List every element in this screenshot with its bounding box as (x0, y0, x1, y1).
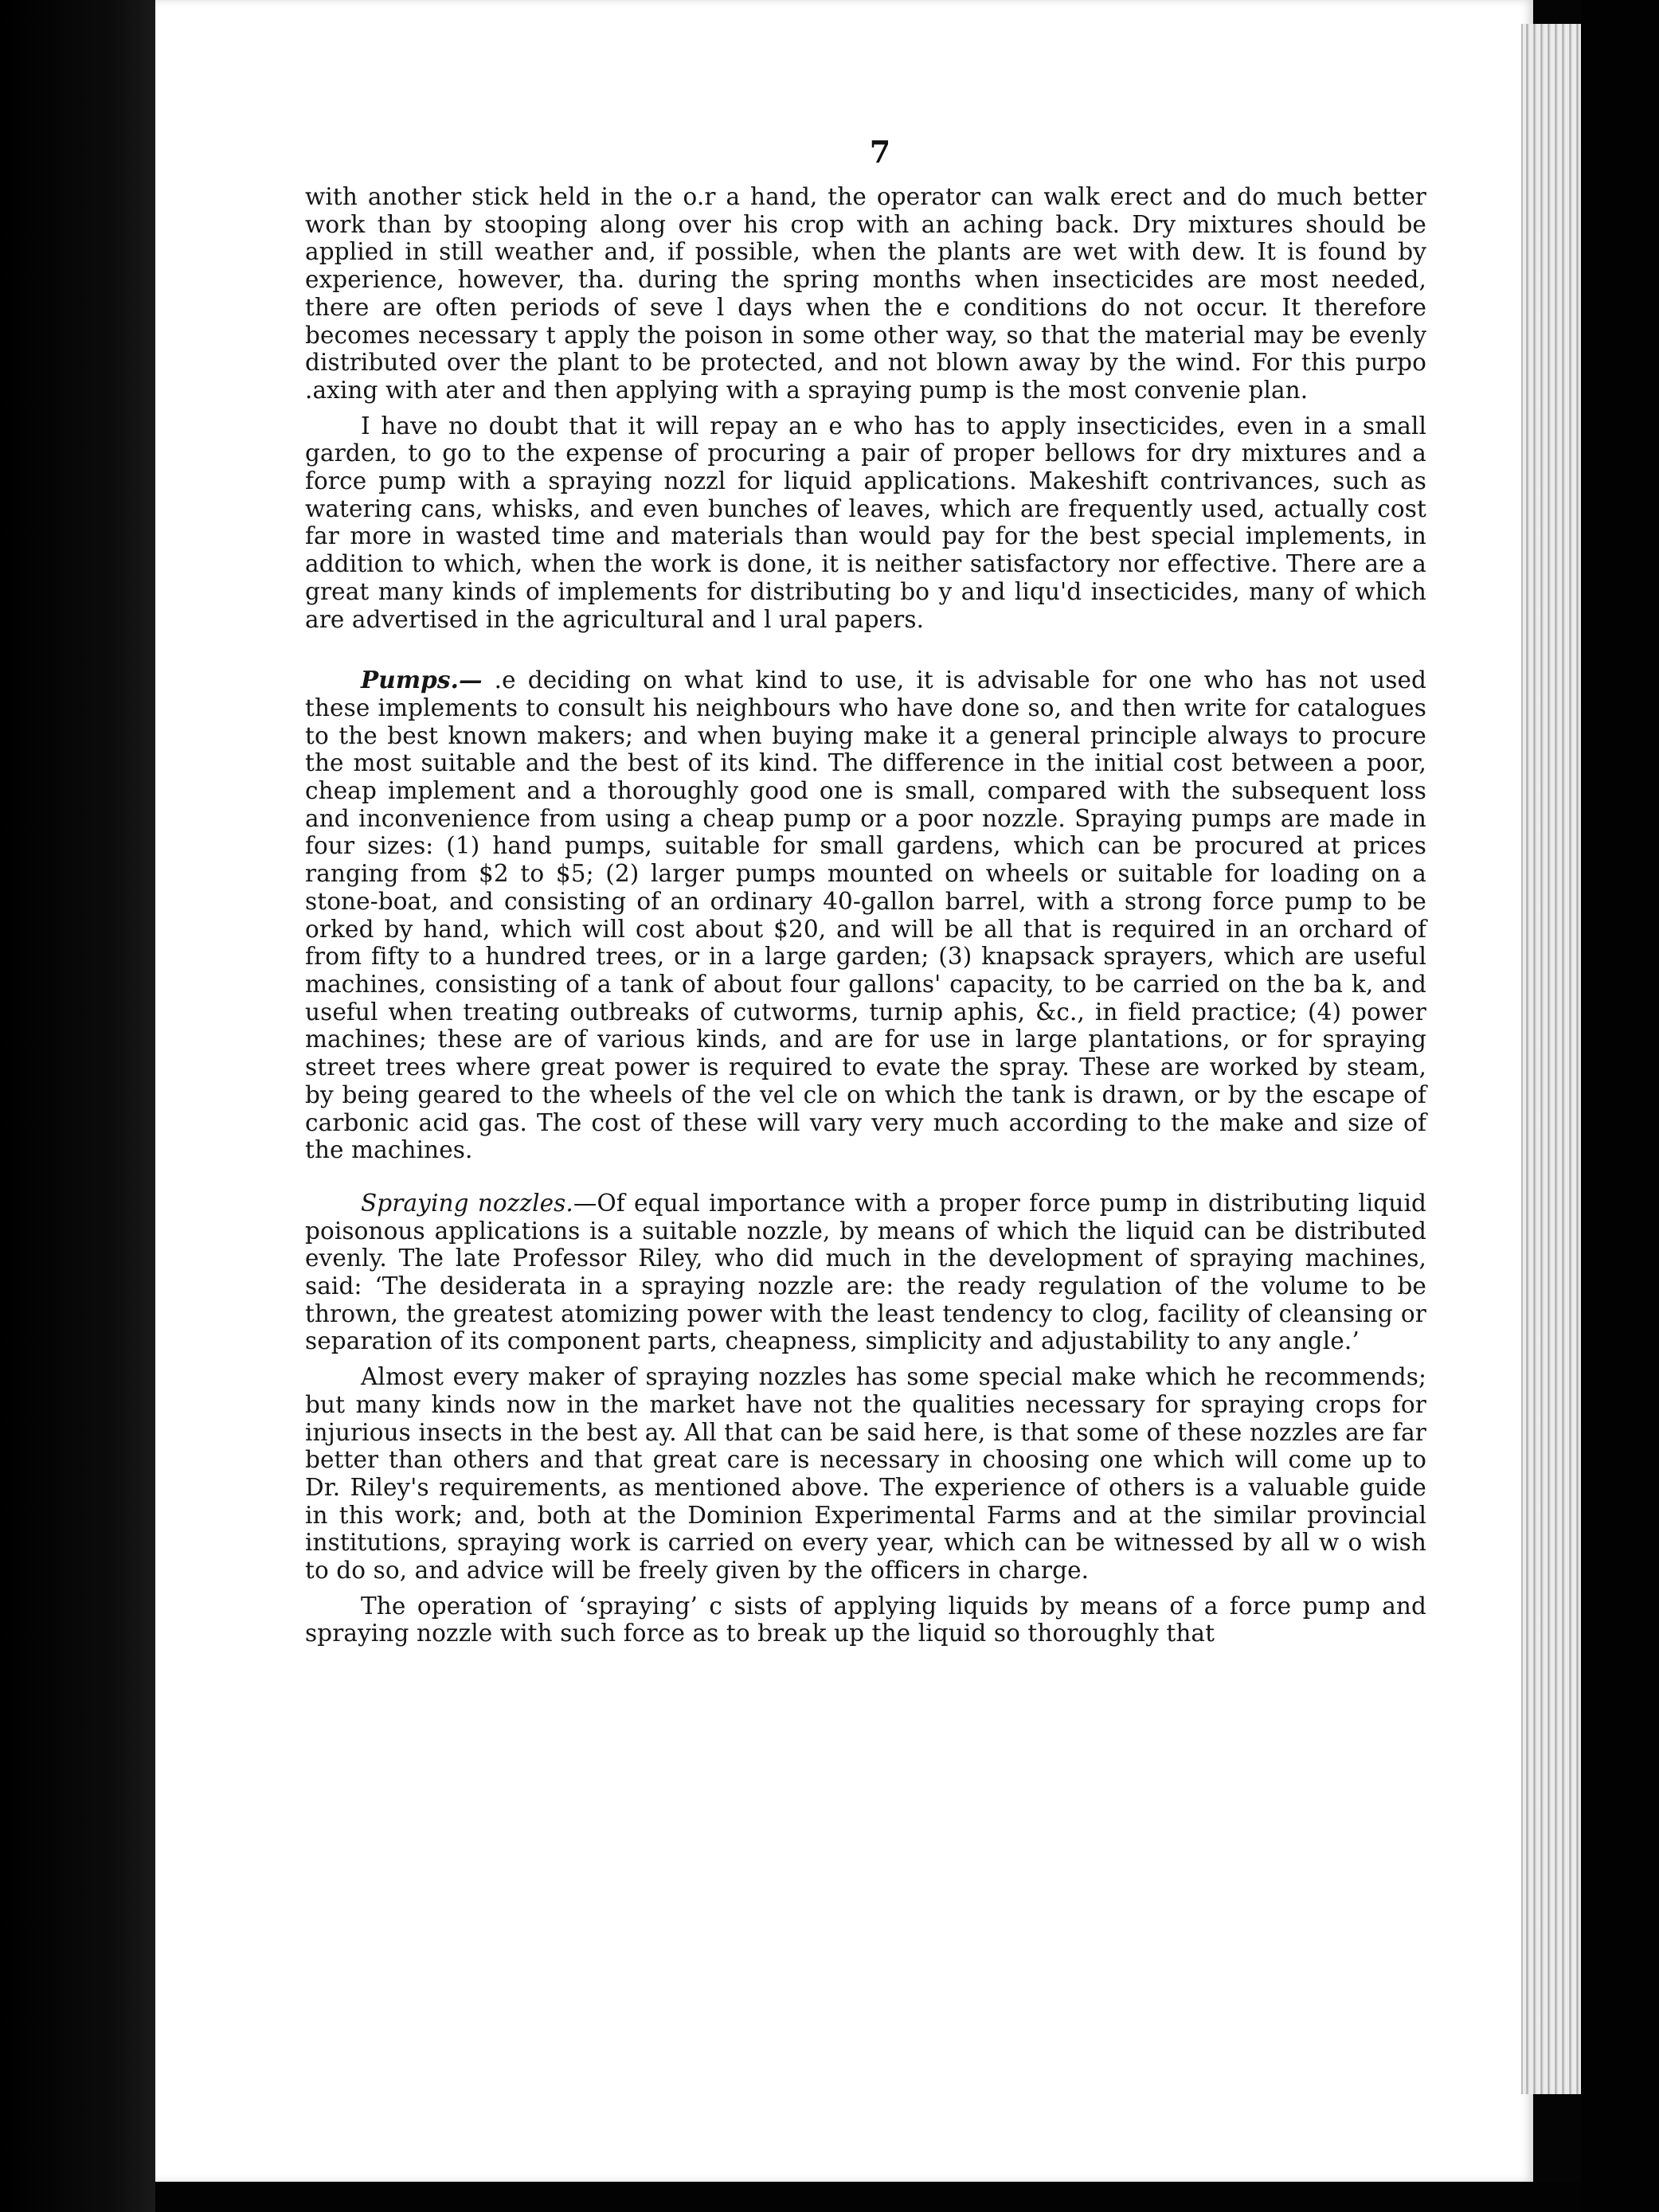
scan-artifact (765, 2159, 771, 2166)
paragraph: Almost every maker of spraying nozzles has some special make which he recommends; but many kinds now in the market have not the qualities necessary for spraying crops for injurious insects in the best ay. All that can be said here, is that some of these nozzles are far better than others and that great care is necessary in choosing one which will come up to Dr. Riley's requirements, as mentioned above. The experience of others is a valuable guide in this work; and, both at the Dominion Experimental Farms and at the similar provincial institutions, spraying work is carried on every year, which can be witnessed by all w o wish to do so, and advice will be freely given by the officers in charge. (305, 1363, 1426, 1585)
section-heading-spraying-nozzles: Spraying nozzles.— (361, 1189, 597, 1217)
paragraph-text: .e deciding on what kind to use, it is advisable for one who has not used these implements to consult his neighbours who have done so, and then write for catalogues to the best known makers; and when buying make it a general principle always to procure the most suitable and the best of its kind. The difference in the initial cost between a poor, cheap implement and a thoroughly good one is small, compared with the subsequent loss and inconvenience from using a cheap pump or a poor nozzle. Spraying pumps are made in four sizes: (1) hand pumps, suitable for small gardens, which can be procured at prices ranging from $2 to $5; (2) larger pumps mounted on wheels or suitable for loading on a stone-boat, and consisting of an ordinary 40-gallon barrel, with a strong force pump to be orked by hand, which will cost about $20, and will be all that is required in an orchard of from fifty to a hundred trees, or in a large garden; (3) knapsack sprayers, which are useful machines, consisting of a tank of about four gallons' capacity, to be carried on the ba k, and useful when treating outbreaks of cutworms, turnip aphis, &c., in field practice; (4) power machines; these are of various kinds, and are for use in large plantations, or for spraying street trees where great power is required to evate the spray. These are worked by steam, by being geared to the wheels of the vel cle on which the tank is drawn, or by the escape of carbonic acid gas. The cost of these will vary very much according to the make and size of the machines. (305, 666, 1426, 1164)
paragraph: with another stick held in the o.r a hand, the operator can walk erect and do much better work than by stooping along over his crop with an aching back. Dry mixtures should be applied in still weather and, if possible, when the plants are wet with dew. It is found by experience, however, tha. during the spring months when insecticides are most needed, there are often periods of seve l days when the e conditions do not occur. It therefore becomes necessary t apply the poison in some other way, so that the material may be evenly distributed over the plant to be protected, and not blown away by the wind. For this purpo .axing with ater and then applying with a spraying pump is the most convenie plan. (305, 183, 1426, 404)
page-number: 7 (869, 134, 891, 170)
body-text (305, 183, 1426, 1647)
paragraph-text: Of equal importance with a proper force pump in distributing liquid poisonous applications is a suitable nozzle, by means of which the liquid can be distributed evenly. The late Professor Riley, who did much in the development of spraying machines, said: ‘The desiderata in a spraying nozzle are: the ready regulation of the volume to be thrown, the greatest atomizing power with the least tendency to clog, facility of cleansing or separation of its component parts, cheapness, simplicity and adjustability to any angle.’ (305, 1189, 1426, 1355)
paragraph (305, 666, 1426, 1164)
left-gutter (0, 0, 155, 2212)
paragraph (305, 1190, 1426, 1355)
bottom-edge (155, 2182, 1581, 2212)
paragraph: I have no doubt that it will repay an e who has to apply insecticides, even in a small garden, to go to the expense of procuring a pair of proper bellows for dry mixtures and a force pump with a spraying nozzl for liquid applications. Makeshift contrivances, such as watering cans, whisks, and even bunches of leaves, which are frequently used, actually cost far more in wasted time and materials than would pay for the best special implements, in addition to which, when the work is done, it is neither satisfactory nor effective. There are a great many kinds of implements for distributing bo y and liqu'd insecticides, many of which are advertised in the agricultural and l ural papers. (305, 412, 1426, 633)
scan-artifact (239, 2154, 250, 2159)
right-gutter (1581, 0, 1659, 2212)
section-heading-pumps: Pumps.— (361, 666, 483, 694)
paragraph: The operation of ‘spraying’ c sists of applying liquids by means of a force pump and spraying nozzle with such force as to break up the liquid so thoroughly that (305, 1592, 1426, 1647)
page-edges (1521, 24, 1583, 2094)
